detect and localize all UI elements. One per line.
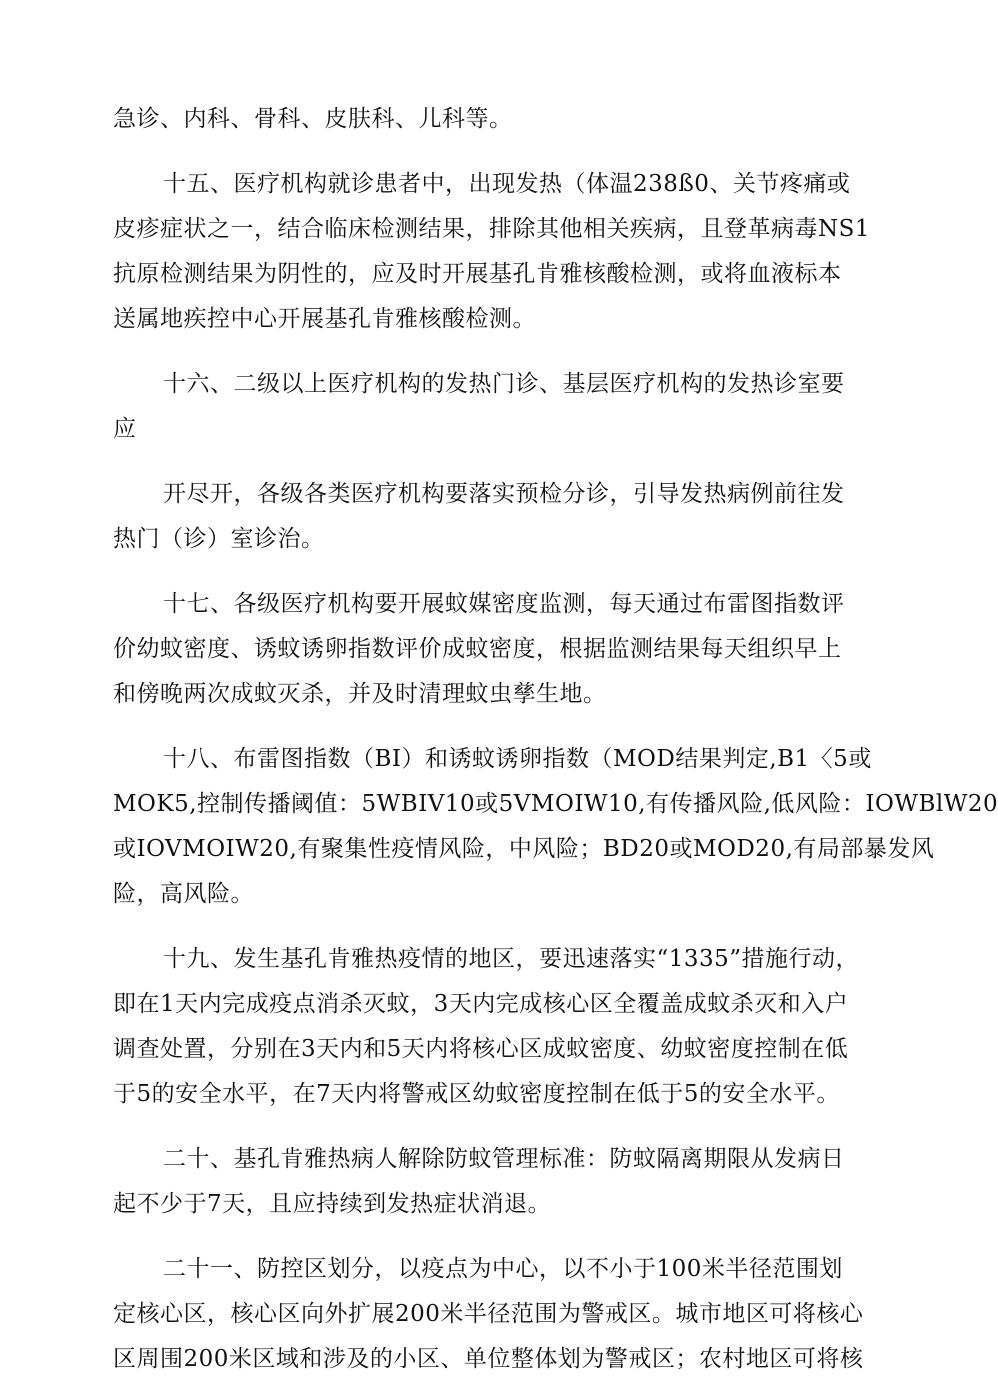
paragraph-16-continued bbox=[113, 472, 845, 562]
text-line: 即在1天内完成疫点消杀灭蚊，3天内完成核心区全覆盖成蚊杀灭和入户 bbox=[113, 991, 849, 1017]
text-line: 抗原检测结果为阴性的，应及时开展基孔肯雅核酸检测，或将血液标本 bbox=[113, 261, 842, 287]
text-line: 急诊、内科、骨科、皮肤科、儿科等。 bbox=[113, 106, 513, 132]
paragraph-19 bbox=[113, 937, 860, 1117]
paragraph-21 bbox=[113, 1247, 864, 1382]
paragraph-18 bbox=[113, 737, 998, 917]
text-line: 价幼蚊密度、诱蚊诱卵指数评价成蚊密度，根据监测结果每天组织早上 bbox=[113, 636, 842, 662]
text-line: 十五、医疗机构就诊患者中，出现发热（体温238ß0、关节疼痛或 bbox=[163, 171, 851, 197]
text-line: 开尽开，各级各类医疗机构要落实预检分诊，引导发热病例前往发 bbox=[163, 481, 845, 507]
text-line: 调查处置，分别在3天内和5天内将核心区成蚊密度、幼蚊密度控制在低 bbox=[113, 1036, 849, 1062]
text-line: 热门（诊）室诊治。 bbox=[113, 526, 325, 552]
text-line: 和傍晚两次成蚊灭杀，并及时清理蚊虫孳生地。 bbox=[113, 681, 607, 707]
text-line: 二十、基孔肯雅热病人解除防蚊管理标准：防蚊隔离期限从发病日 bbox=[163, 1146, 845, 1172]
text-line: 十九、发生基孔肯雅热疫情的地区，要迅速落实“1335”措施行动， bbox=[163, 946, 860, 972]
text-line: 区周围200米区域和涉及的小区、单位整体划为警戒区；农村地区可将核 bbox=[113, 1346, 864, 1372]
text-line: 或IOVMOIW20,有聚集性疫情风险，中风险；BD20或MOD20,有局部暴发风 bbox=[113, 836, 935, 862]
document-body bbox=[113, 97, 998, 1382]
text-line: 十八、布雷图指数（BI）和诱蚊诱卵指数（MOD结果判定,B1〈5或 bbox=[163, 746, 872, 772]
paragraph-20 bbox=[113, 1137, 845, 1227]
text-line: 应 bbox=[113, 416, 137, 442]
paragraph-intro bbox=[113, 97, 831, 142]
text-line: 皮疹症状之一，结合临床检测结果，排除其他相关疾病，且登革病毒NS1 bbox=[113, 216, 871, 242]
text-line: 十七、各级医疗机构要开展蚊媒密度监测，每天通过布雷图指数评 bbox=[163, 591, 845, 617]
text-line: 送属地疾控中心开展基孔肯雅核酸检测。 bbox=[113, 306, 536, 332]
paragraph-16 bbox=[113, 362, 845, 452]
paragraph-17 bbox=[113, 582, 845, 717]
text-line: 起不少于7天，且应持续到发热症状消退。 bbox=[113, 1191, 552, 1217]
paragraph-15 bbox=[113, 162, 871, 342]
text-line: 二十一、防控区划分，以疫点为中心，以不小于100米半径范围划 bbox=[163, 1256, 843, 1282]
text-line: 险，高风险。 bbox=[113, 881, 254, 907]
text-line: 定核心区，核心区向外扩展200米半径范围为警戒区。城市地区可将核心 bbox=[113, 1301, 864, 1327]
text-line: 十六、二级以上医疗机构的发热门诊、基层医疗机构的发热诊室要 bbox=[163, 371, 845, 397]
text-line: 于5的安全水平，在7天内将警戒区幼蚊密度控制在低于5的安全水平。 bbox=[113, 1081, 840, 1107]
text-line: MOK5,控制传播阈值：5WBIV10或5VMOIW10,有传播风险,低风险：IOWBlW20 bbox=[113, 791, 998, 817]
